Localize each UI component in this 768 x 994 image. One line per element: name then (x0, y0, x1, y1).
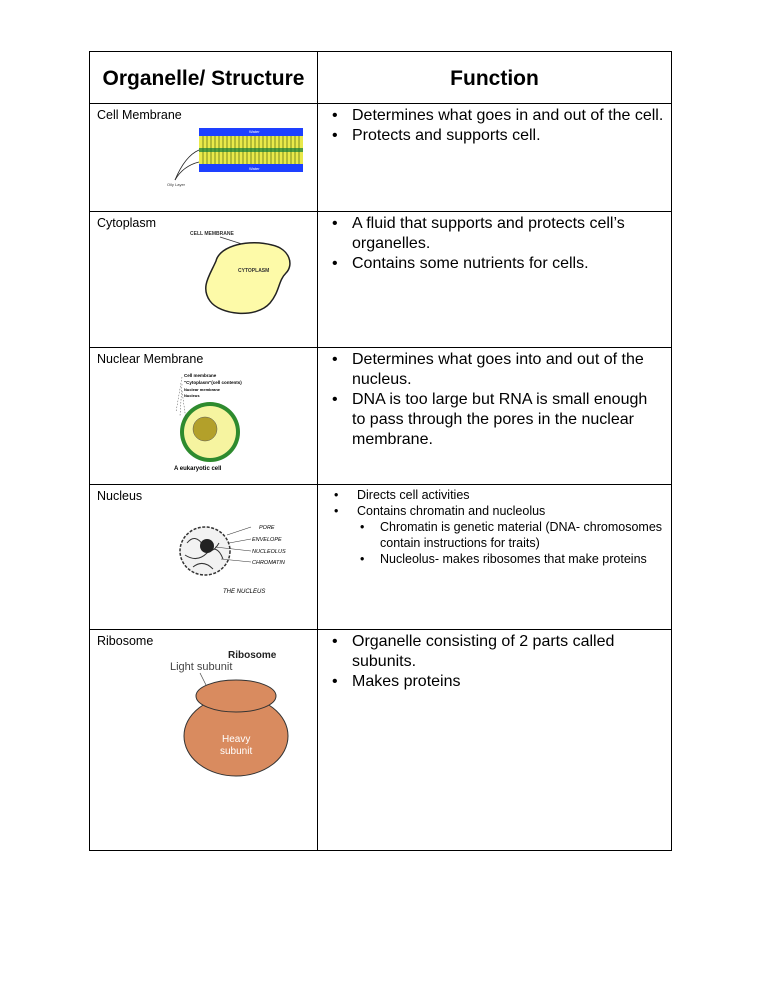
water-bottom-label: Water (249, 166, 260, 171)
ribosome-image (170, 648, 300, 798)
cell-membrane-label: Cell membrane (184, 373, 217, 378)
eukaryotic-cell-caption: A eukaryotic cell (174, 466, 222, 472)
function-item: • Determines what goes in and out of the cell. (330, 106, 665, 126)
function-item: • A fluid that supports and protects cell’s organelles. (330, 214, 665, 254)
organelle-table (89, 51, 672, 851)
water-top-label: Water (249, 129, 260, 134)
function-cell (330, 106, 665, 146)
function-cell (330, 487, 665, 567)
function-item: • DNA is too large but RNA is small enough to pass through the pores in the nuclear membrane. (330, 390, 665, 450)
heavy-subunit-label: Heavy subunit (220, 734, 253, 757)
cell-membrane-label: CELL MEMBRANE (190, 231, 234, 237)
oily-layer-label: Oily Layer (167, 182, 186, 187)
row-cytoplasm (90, 212, 671, 348)
cell-membrane-image (165, 126, 305, 188)
ribosome-title-label: Ribosome (228, 650, 277, 661)
function-item: • Protects and supports cell. (330, 126, 665, 146)
function-item: • Makes proteins (330, 672, 665, 692)
row-ribosome (90, 630, 671, 850)
nucleolus-label: NUCLEOLUS (252, 549, 286, 555)
function-item: • Directs cell activities (330, 487, 665, 503)
function-item: • Determines what goes into and out of the nucleus. (330, 350, 665, 390)
header-function: Function (450, 67, 539, 90)
row-label: Nuclear Membrane (97, 352, 204, 366)
nucleus-image (173, 513, 293, 603)
sub-function-item: • Nucleolus- makes ribosomes that make proteins (350, 551, 665, 567)
row-label: Nucleus (97, 489, 143, 503)
pore-label: PORE (259, 525, 275, 531)
header-organelle: Organelle/ Structure (102, 67, 305, 90)
row-label: Cell Membrane (97, 108, 182, 122)
the-nucleus-caption: THE NUCLEUS (223, 589, 266, 595)
chromatin-label: CHROMATIN (252, 560, 285, 566)
row-cell-membrane (90, 104, 671, 212)
cytoplasm-label: CYTOPLASM (238, 268, 270, 274)
row-nuclear-membrane (90, 348, 671, 485)
function-cell (330, 632, 665, 692)
function-item: • Contains some nutrients for cells. (330, 254, 665, 274)
header-row (90, 52, 671, 104)
envelope-label: ENVELOPE (252, 537, 282, 543)
row-label: Ribosome (97, 634, 154, 648)
row-nucleus (90, 485, 671, 630)
row-label: Cytoplasm (97, 216, 157, 230)
nucleus-label: Nucleus (184, 393, 200, 398)
function-cell (330, 214, 665, 274)
cytoplasm-image (190, 227, 300, 319)
function-item: • Contains chromatin and nucleolus (330, 503, 665, 519)
function-cell (330, 350, 665, 450)
sub-function-item: • Chromatin is genetic material (DNA- chromosomes contain instructions for traits) (350, 519, 665, 551)
light-subunit-label: Light subunit (170, 661, 233, 673)
nuclear-membrane-label: Nuclear membrane (184, 387, 221, 392)
cytoplasm-contents-label: "Cytoplasm"(cell contents) (184, 380, 242, 385)
nuclear-membrane-image (170, 372, 280, 474)
function-item: • Organelle consisting of 2 parts called subunits. (330, 632, 665, 672)
